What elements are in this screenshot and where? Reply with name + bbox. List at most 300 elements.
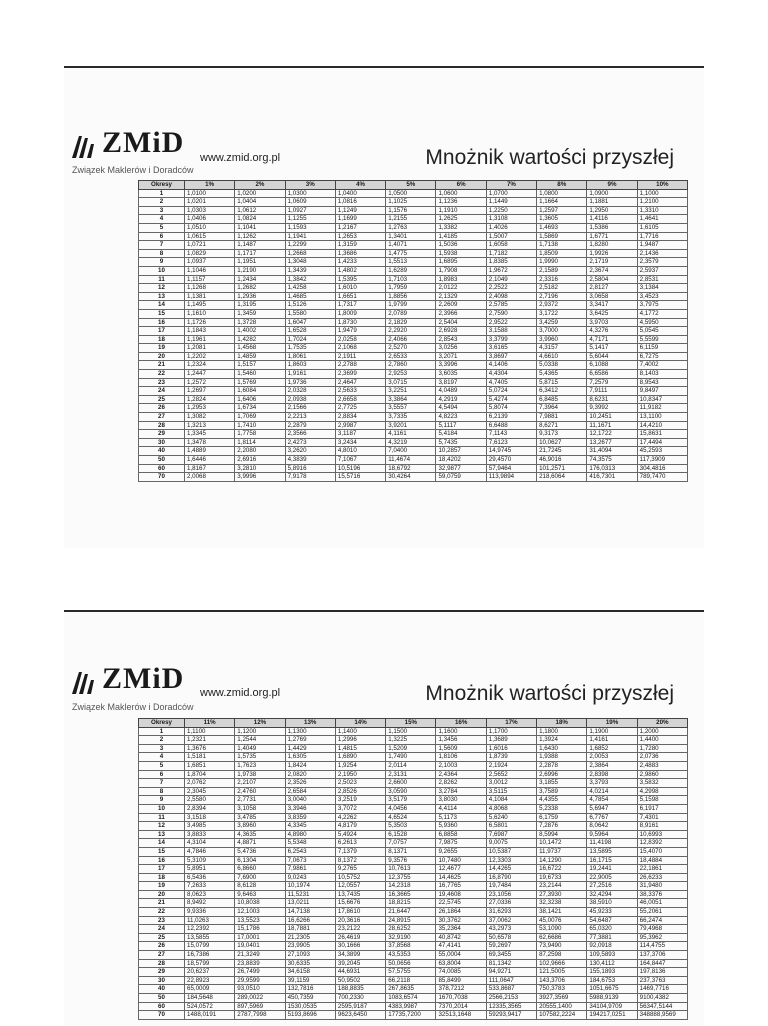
table-row: [139, 438, 688, 447]
logo-text: ZMiD: [102, 662, 185, 695]
value-cell: 101,2571: [537, 464, 587, 473]
value-cell: 1,7410: [235, 421, 285, 430]
value-cell: 1,6406: [235, 395, 285, 404]
value-cell: 6,7275: [637, 352, 687, 361]
value-cell: 43,5353: [386, 951, 436, 960]
value-cell: 2,8127: [587, 284, 637, 293]
value-cell: 17,4494: [637, 438, 687, 447]
value-cell: 13,0211: [285, 899, 335, 908]
value-cell: 19,4608: [436, 890, 486, 899]
value-cell: 2,3316: [537, 275, 587, 284]
value-cell: 1,0100: [185, 189, 235, 198]
logo-text: ZMiD: [102, 126, 185, 159]
value-cell: 32,4294: [587, 890, 637, 899]
value-cell: 11,9737: [537, 847, 587, 856]
rate-header: 16%: [436, 719, 486, 728]
value-cell: 5,6044: [587, 352, 637, 361]
value-cell: 2,1924: [486, 761, 536, 770]
value-cell: 1,1449: [486, 198, 536, 207]
period-cell: 13: [139, 292, 185, 301]
value-cell: 2,0258: [335, 335, 385, 344]
value-cell: 1,3213: [185, 421, 235, 430]
value-cell: 3,1058: [235, 804, 285, 813]
value-cell: 2,4098: [486, 292, 536, 301]
table-row: [139, 206, 688, 215]
value-cell: 121,5005: [537, 968, 587, 977]
value-cell: 3,3996: [436, 361, 486, 370]
value-cell: 1,8114: [235, 438, 285, 447]
rate-header: 12%: [235, 719, 285, 728]
value-cell: 4,0456: [386, 804, 436, 813]
value-cell: 1,1381: [185, 292, 235, 301]
value-cell: 2,3579: [637, 258, 687, 267]
value-cell: 1,9479: [335, 327, 385, 336]
value-cell: 1,3082: [185, 413, 235, 422]
value-cell: 12,3303: [486, 856, 536, 865]
value-cell: 27,0336: [486, 899, 536, 908]
value-cell: 6,3412: [537, 387, 587, 396]
value-cell: 7,1379: [335, 847, 385, 856]
value-cell: 5,1417: [587, 344, 637, 353]
value-cell: 4,3276: [587, 327, 637, 336]
table-row: [139, 352, 688, 361]
value-cell: 3,8197: [436, 378, 486, 387]
zmid-logo: [70, 664, 184, 694]
period-header: Okresy: [139, 719, 185, 728]
value-cell: 1,2100: [637, 198, 687, 207]
value-cell: 4,8068: [486, 804, 536, 813]
table-row: [139, 361, 688, 370]
value-cell: 1,0612: [235, 206, 285, 215]
value-cell: 5,0338: [537, 361, 587, 370]
zmid-emblem-icon: [70, 134, 100, 158]
value-cell: 9,3173: [537, 430, 587, 439]
value-cell: 20,3616: [335, 916, 385, 925]
value-cell: 1,8603: [285, 361, 335, 370]
period-cell: 24: [139, 925, 185, 934]
value-cell: 1,3401: [386, 232, 436, 241]
period-cell: 3: [139, 206, 185, 215]
value-cell: 6,5436: [185, 873, 235, 882]
value-cell: 9623,6450: [335, 1011, 385, 1020]
period-cell: 7: [139, 779, 185, 788]
table-row: [139, 430, 688, 439]
value-cell: 7,0673: [285, 856, 335, 865]
value-cell: 4,1084: [486, 796, 536, 805]
value-cell: 1,5209: [386, 744, 436, 753]
value-cell: 3,1722: [537, 309, 587, 318]
period-cell: 4: [139, 215, 185, 224]
table-row: [139, 942, 688, 951]
period-cell: 14: [139, 839, 185, 848]
period-cell: 4: [139, 753, 185, 762]
value-cell: 4,3157: [537, 344, 587, 353]
value-cell: 2,8394: [185, 804, 235, 813]
value-cell: 1,2190: [235, 266, 285, 275]
period-cell: 9: [139, 258, 185, 267]
value-cell: 4,0214: [587, 787, 637, 796]
value-cell: 2,6533: [386, 352, 436, 361]
value-cell: 7,0757: [386, 839, 436, 848]
value-cell: 65,0320: [587, 925, 637, 934]
value-cell: 3,0040: [285, 796, 335, 805]
value-cell: 6,8660: [235, 865, 285, 874]
value-cell: 10,8347: [637, 395, 687, 404]
value-cell: 164,8447: [637, 959, 687, 968]
value-cell: 3,5832: [637, 779, 687, 788]
value-cell: 2,1950: [335, 770, 385, 779]
value-cell: 4,3635: [235, 830, 285, 839]
value-cell: 2,8834: [335, 413, 385, 422]
value-cell: 1,0500: [386, 189, 436, 198]
table-row: [139, 761, 688, 770]
period-cell: 70: [139, 1011, 185, 1020]
value-cell: 5,8715: [537, 378, 587, 387]
value-cell: 14,9745: [486, 447, 536, 456]
table-row: [139, 378, 688, 387]
value-cell: 102,9666: [537, 959, 587, 968]
value-cell: 218,6064: [537, 473, 587, 482]
value-cell: 37,8568: [386, 942, 436, 951]
value-cell: 2,1719: [587, 258, 637, 267]
value-cell: 8,6231: [587, 395, 637, 404]
value-cell: 32,3238: [537, 899, 587, 908]
value-cell: 1,3478: [185, 438, 235, 447]
value-cell: 2,3526: [285, 779, 335, 788]
value-cell: 4,2262: [335, 813, 385, 822]
value-cell: 1,0404: [235, 198, 285, 207]
value-cell: 1,0927: [285, 206, 335, 215]
table-row: [139, 753, 688, 762]
value-cell: 897,5969: [235, 1002, 285, 1011]
value-cell: 10,1472: [537, 839, 587, 848]
table-row: [139, 933, 688, 942]
value-cell: 1,1255: [285, 215, 335, 224]
value-cell: 3,2620: [285, 447, 335, 456]
value-cell: 2,0789: [386, 309, 436, 318]
table-row: [139, 994, 688, 1003]
value-cell: 2,4647: [335, 378, 385, 387]
value-cell: 19,0401: [235, 942, 285, 951]
value-cell: 1,2155: [386, 215, 436, 224]
table-row: [139, 787, 688, 796]
zmid-logo: [70, 128, 184, 158]
value-cell: 1,8704: [185, 770, 235, 779]
value-cell: 1,0824: [235, 215, 285, 224]
value-cell: 1,2081: [185, 344, 235, 353]
value-cell: 1,7959: [386, 284, 436, 293]
value-cell: 3,0590: [386, 787, 436, 796]
value-cell: 1,3924: [537, 736, 587, 745]
value-cell: 10,5196: [335, 464, 385, 473]
value-cell: 8,1403: [637, 370, 687, 379]
table-row: [139, 925, 688, 934]
period-cell: 15: [139, 847, 185, 856]
value-cell: 7,2876: [537, 822, 587, 831]
value-cell: 6,1759: [537, 813, 587, 822]
website-url: www.zmid.org.pl: [200, 687, 281, 699]
period-cell: 27: [139, 413, 185, 422]
value-cell: 7,9178: [285, 473, 335, 482]
period-cell: 21: [139, 361, 185, 370]
value-cell: 10,2451: [587, 413, 637, 422]
value-cell: 9,0075: [486, 839, 536, 848]
table-row: [139, 215, 688, 224]
table-page-1: [64, 66, 704, 548]
value-cell: 7,9875: [436, 839, 486, 848]
value-cell: 13,7435: [335, 890, 385, 899]
table-row: [139, 335, 688, 344]
value-cell: 79,4968: [637, 925, 687, 934]
value-cell: 2,3699: [335, 370, 385, 379]
value-cell: 1,6289: [386, 266, 436, 275]
value-cell: 5,0724: [486, 387, 536, 396]
table-row: [139, 387, 688, 396]
table-row: [139, 959, 688, 968]
value-cell: 1,1487: [235, 241, 285, 250]
value-cell: 1,2950: [587, 206, 637, 215]
page-title: Mnożnik wartości przyszłej: [425, 146, 674, 169]
value-cell: 11,4198: [587, 839, 637, 848]
value-cell: 5,7435: [436, 438, 486, 447]
value-cell: 1,2000: [637, 727, 687, 736]
value-cell: 10,6993: [637, 830, 687, 839]
value-cell: 2,7196: [537, 292, 587, 301]
value-cell: 31,6293: [486, 908, 536, 917]
value-cell: 1,7490: [386, 753, 436, 762]
value-cell: 1,8280: [587, 241, 637, 250]
rate-header: 15%: [386, 719, 436, 728]
value-cell: 7,9111: [587, 387, 637, 396]
period-cell: 5: [139, 761, 185, 770]
value-cell: 3,1187: [335, 430, 385, 439]
rate-header: 8%: [537, 181, 587, 190]
value-cell: 3,6165: [486, 344, 536, 353]
value-cell: 1,0609: [285, 198, 335, 207]
value-cell: 1,0300: [285, 189, 335, 198]
value-cell: 3,6425: [587, 309, 637, 318]
value-cell: 1,1025: [386, 198, 436, 207]
value-cell: 54,6487: [587, 916, 637, 925]
value-cell: 1,1951: [235, 258, 285, 267]
value-cell: 8,6128: [235, 882, 285, 891]
value-cell: 15,0799: [185, 942, 235, 951]
value-cell: 3,3417: [587, 301, 637, 310]
value-cell: 2566,2153: [486, 994, 536, 1003]
value-cell: 8,9492: [185, 899, 235, 908]
table-row: [139, 198, 688, 207]
zmid-emblem-icon: [70, 670, 100, 694]
value-cell: 15,1786: [235, 925, 285, 934]
value-cell: 1,2250: [486, 206, 536, 215]
value-cell: 1,3310: [637, 206, 687, 215]
value-cell: 9100,4382: [637, 994, 687, 1003]
value-cell: 2,3674: [587, 266, 637, 275]
rate-header: 3%: [285, 181, 335, 190]
value-cell: 1,0800: [537, 189, 587, 198]
value-cell: 2,6658: [335, 395, 385, 404]
value-cell: 1,6105: [637, 223, 687, 232]
value-cell: 3,9201: [386, 421, 436, 430]
value-cell: 1,1041: [235, 223, 285, 232]
value-cell: 1,2763: [386, 223, 436, 232]
value-cell: 1,3605: [537, 215, 587, 224]
value-cell: 2,2107: [235, 779, 285, 788]
value-cell: 10,1974: [285, 882, 335, 891]
value-cell: 2,5652: [486, 770, 536, 779]
value-cell: 1,2434: [235, 275, 285, 284]
value-cell: 26,7499: [235, 968, 285, 977]
period-cell: 24: [139, 387, 185, 396]
value-cell: 69,3455: [486, 951, 536, 960]
value-cell: 9,9336: [185, 908, 235, 917]
period-cell: 3: [139, 744, 185, 753]
value-cell: 2,0938: [285, 395, 335, 404]
period-cell: 60: [139, 1002, 185, 1011]
period-cell: 10: [139, 266, 185, 275]
table-row: [139, 447, 688, 456]
value-cell: 3,2810: [235, 464, 285, 473]
value-cell: 8,9543: [637, 378, 687, 387]
period-cell: 9: [139, 796, 185, 805]
value-cell: 22,8923: [185, 976, 235, 985]
value-cell: 23,2144: [537, 882, 587, 891]
value-cell: 143,3706: [537, 976, 587, 985]
value-cell: 1,9736: [285, 378, 335, 387]
value-cell: 3,3799: [486, 335, 536, 344]
value-cell: 18,4202: [436, 456, 486, 465]
period-cell: 30: [139, 976, 185, 985]
value-cell: 1,2653: [335, 232, 385, 241]
value-cell: 1,2936: [235, 292, 285, 301]
value-cell: 3,3864: [386, 395, 436, 404]
table-header-row: [139, 181, 688, 190]
value-cell: 1469,7716: [637, 985, 687, 994]
value-cell: 2,4364: [436, 770, 486, 779]
value-cell: 7,9861: [285, 865, 335, 874]
value-cell: 1,0829: [185, 249, 235, 258]
value-cell: 155,1893: [587, 968, 637, 977]
value-cell: 1,4161: [587, 736, 637, 745]
value-cell: 32513,1648: [436, 1011, 486, 1020]
value-cell: 3,0256: [436, 344, 486, 353]
value-cell: 524,0572: [185, 1002, 235, 1011]
value-cell: 7,1067: [335, 456, 385, 465]
value-cell: 5,8074: [486, 404, 536, 413]
value-cell: 1,9990: [537, 258, 587, 267]
value-cell: 13,5523: [235, 916, 285, 925]
table-row: [139, 727, 688, 736]
value-cell: 1,0406: [185, 215, 235, 224]
value-cell: 1,0200: [235, 189, 285, 198]
value-cell: 132,7816: [285, 985, 335, 994]
value-cell: 3,4785: [235, 813, 285, 822]
value-cell: 30,4264: [386, 473, 436, 482]
value-cell: 2,2080: [235, 447, 285, 456]
value-cell: 5,1598: [637, 796, 687, 805]
value-cell: 4,6524: [386, 813, 436, 822]
value-cell: 1,4400: [637, 736, 687, 745]
value-cell: 1,7024: [285, 335, 335, 344]
value-cell: 2,5270: [386, 344, 436, 353]
value-cell: 11,4674: [386, 456, 436, 465]
value-cell: 1,7716: [637, 232, 687, 241]
value-cell: 2,9253: [386, 370, 436, 379]
value-cell: 14,1290: [537, 856, 587, 865]
value-cell: 1,1881: [587, 198, 637, 207]
value-cell: 8,1372: [335, 856, 385, 865]
value-cell: 1,3842: [285, 275, 335, 284]
value-cell: 1,2324: [185, 361, 235, 370]
table-row: [139, 1002, 688, 1011]
value-cell: 1,2682: [235, 284, 285, 293]
table-row: [139, 770, 688, 779]
value-cell: 1,1200: [235, 727, 285, 736]
value-cell: 1488,0191: [185, 1011, 235, 1020]
value-cell: 6,2139: [486, 413, 536, 422]
table-row: [139, 421, 688, 430]
value-cell: 194217,0251: [587, 1011, 637, 1020]
value-cell: 31,4094: [587, 447, 637, 456]
value-cell: 450,7359: [285, 994, 335, 1003]
table-row: [139, 318, 688, 327]
value-cell: 16,3665: [386, 890, 436, 899]
period-cell: 28: [139, 421, 185, 430]
value-cell: 1,1000: [637, 189, 687, 198]
value-cell: 3,7589: [537, 787, 587, 796]
value-cell: 2,4760: [235, 787, 285, 796]
value-cell: 11,1671: [587, 421, 637, 430]
value-cell: 1,2953: [185, 404, 235, 413]
value-cell: 34,6158: [285, 968, 335, 977]
value-cell: 1,0721: [185, 241, 235, 250]
rate-header: 9%: [587, 181, 637, 190]
tagline: Związek Maklerów i Doradców: [72, 702, 194, 712]
value-cell: 1,4049: [235, 744, 285, 753]
value-cell: 1,3456: [436, 736, 486, 745]
value-cell: 26,4619: [335, 933, 385, 942]
value-cell: 3,2784: [436, 787, 486, 796]
value-cell: 1,5938: [436, 249, 486, 258]
value-cell: 5,9360: [436, 822, 486, 831]
value-cell: 9,5964: [587, 830, 637, 839]
table-row: [139, 839, 688, 848]
value-cell: 1,4568: [235, 344, 285, 353]
value-cell: 2,0820: [285, 770, 335, 779]
value-cell: 5,5348: [285, 839, 335, 848]
value-cell: 65,0009: [185, 985, 235, 994]
value-cell: 289,0022: [235, 994, 285, 1003]
value-cell: 38,5910: [587, 899, 637, 908]
value-cell: 3,1855: [537, 779, 587, 788]
value-cell: 1,0700: [486, 189, 536, 198]
value-cell: 6,2543: [285, 847, 335, 856]
value-cell: 1,9926: [587, 249, 637, 258]
value-cell: 4,7405: [486, 378, 536, 387]
value-cell: 7,1143: [486, 430, 536, 439]
period-cell: 15: [139, 309, 185, 318]
value-cell: 4,2919: [436, 395, 486, 404]
value-cell: 8,0623: [185, 890, 235, 899]
value-cell: 1,4116: [587, 215, 637, 224]
period-cell: 23: [139, 916, 185, 925]
value-cell: 3,9703: [587, 318, 637, 327]
value-cell: 4,7171: [587, 335, 637, 344]
value-cell: 1,6734: [235, 404, 285, 413]
value-cell: 1,1593: [285, 223, 335, 232]
value-cell: 30,1666: [335, 942, 385, 951]
value-cell: 17735,7200: [386, 1011, 436, 1020]
